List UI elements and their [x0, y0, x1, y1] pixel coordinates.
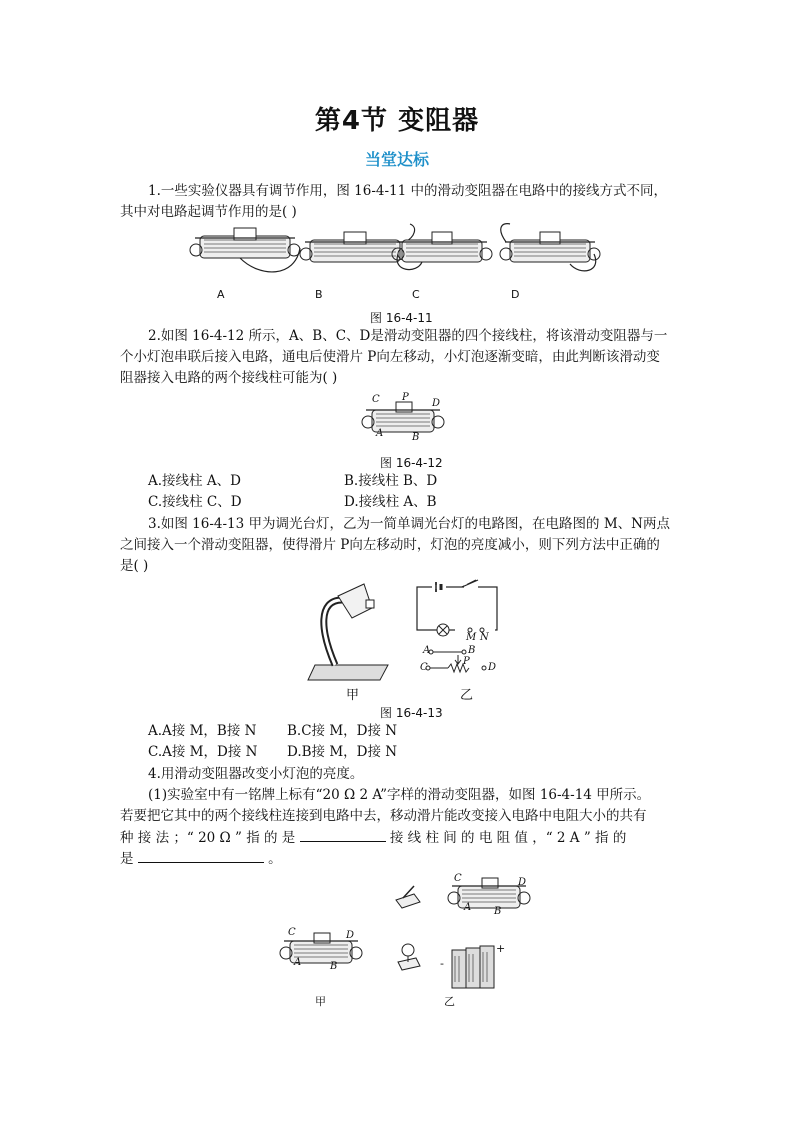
q3-label-m: M — [466, 632, 477, 643]
q4-top-label-d: D — [518, 877, 527, 888]
q3-label-d: D — [488, 662, 497, 673]
q3-label-p: P — [463, 656, 470, 667]
q3-line-2: 之间接入一个滑动变阻器，使得滑片 P向左移动时，灯泡的亮度减小，则下列方法中正确的 — [120, 537, 660, 553]
q4-top-label-c: C — [454, 873, 462, 884]
q3-choice-b: B.C接 M，D接 N — [287, 723, 398, 739]
q4-p1-line-1: (1)实验室中有一铭牌上标有“20 Ω 2 A”字样的滑动变阻器，如图 16-4-14 甲所示。 — [148, 787, 651, 803]
battery-minus-sign: - — [440, 957, 444, 970]
q2-line-3: 阻器接入电路的两个接线柱可能为( ) — [120, 370, 338, 386]
q2-label-b: B — [412, 432, 420, 443]
q1-option-d: D — [511, 288, 520, 301]
section-subtitle: 当堂达标 — [364, 150, 429, 169]
q4-p1-line-4-end: 。 — [268, 851, 282, 867]
q3-panel-yi: 乙 — [460, 688, 474, 703]
q2-label-c: C — [372, 394, 380, 405]
q4-jia-label-d: D — [346, 930, 355, 941]
q3-label-c: C — [420, 662, 428, 673]
page-title: 第4节 变阻器 — [314, 106, 480, 136]
q1-line-1: 1.一些实验仪器具有调节作用，图 16-4-11 中的滑动变阻器在电路中的接线方式不同， — [148, 183, 668, 199]
q3-label-a: A — [423, 645, 431, 656]
q3-choice-a: A.A接 M，B接 N — [148, 723, 257, 739]
q1-option-a: A — [217, 288, 225, 301]
q4-top-label-b: B — [494, 906, 502, 917]
bulb-figure — [398, 944, 420, 970]
q3-line-3: 是( ) — [120, 558, 149, 574]
q2-choice-d: D.接线柱 A、B — [344, 494, 437, 510]
battery-plus-sign: + — [496, 942, 506, 955]
q2-label-p: P — [402, 392, 409, 403]
q4-jia-label-b: B — [330, 961, 338, 972]
q3-line-1: 3.如图 16-4-13 甲为调光台灯，乙为一简单调光台灯的电路图，在电路图的 M、N两点 — [148, 516, 670, 532]
battery-figure — [452, 946, 494, 988]
q3-choice-d: D.B接 M，D接 N — [287, 744, 398, 760]
q2-choice-b: B.接线柱 B、D — [344, 473, 438, 489]
q2-label-d: D — [432, 398, 441, 409]
q4-panel-yi: 乙 — [444, 995, 455, 1008]
switch-figure — [396, 886, 420, 908]
q4-p1-line-3a: 种 接 法 ；“ 20 Ω ” 指 的 是 — [120, 830, 296, 846]
q1-option-c: C — [412, 288, 420, 301]
q3-label-b: B — [468, 645, 476, 656]
q2-figure-caption: 图 16-4-12 — [380, 456, 443, 470]
q3-label-n: N — [480, 632, 489, 643]
q4-jia-label-c: C — [288, 927, 296, 938]
q4-p1-line-4-start: 是 — [120, 851, 134, 867]
q4-p1-line-3b: 接 线 柱 间 的 电 阻 值 ，“ 2 A ” 指 的 — [389, 830, 627, 846]
q4-p1-line-2: 若要把它其中的两个接线柱连接到电路中去，移动滑片能改变接入电路中电阻大小的共有 — [120, 808, 647, 824]
q3-choice-c: C.A接 M，D接 N — [148, 744, 258, 760]
q1-option-b: B — [315, 288, 323, 301]
q2-choice-a: A.接线柱 A、D — [148, 473, 241, 489]
q2-choice-c: C.接线柱 C、D — [148, 494, 242, 510]
q4-panel-jia: 甲 — [315, 995, 326, 1008]
q2-line-1: 2.如图 16-4-12 所示，A、B、C、D是滑动变阻器的四个接线柱，将该滑动变阻器与一 — [148, 328, 668, 344]
q4-intro: 4.用滑动变阻器改变小灯泡的亮度。 — [148, 766, 364, 782]
q2-line-2: 个小灯泡串联后接入电路，通电后使滑片 P向左移动，小灯泡逐渐变暗，由此判断该滑动变 — [120, 349, 660, 365]
q3-figure-caption: 图 16-4-13 — [380, 706, 443, 720]
q1-figure-caption: 图 16-4-11 — [370, 311, 433, 325]
q4-top-label-a: A — [464, 902, 472, 913]
q3-panel-jia: 甲 — [346, 688, 360, 703]
q2-label-a: A — [376, 428, 384, 439]
q4-jia-label-a: A — [294, 957, 302, 968]
q1-line-2: 其中对电路起调节作用的是( ) — [120, 204, 297, 220]
